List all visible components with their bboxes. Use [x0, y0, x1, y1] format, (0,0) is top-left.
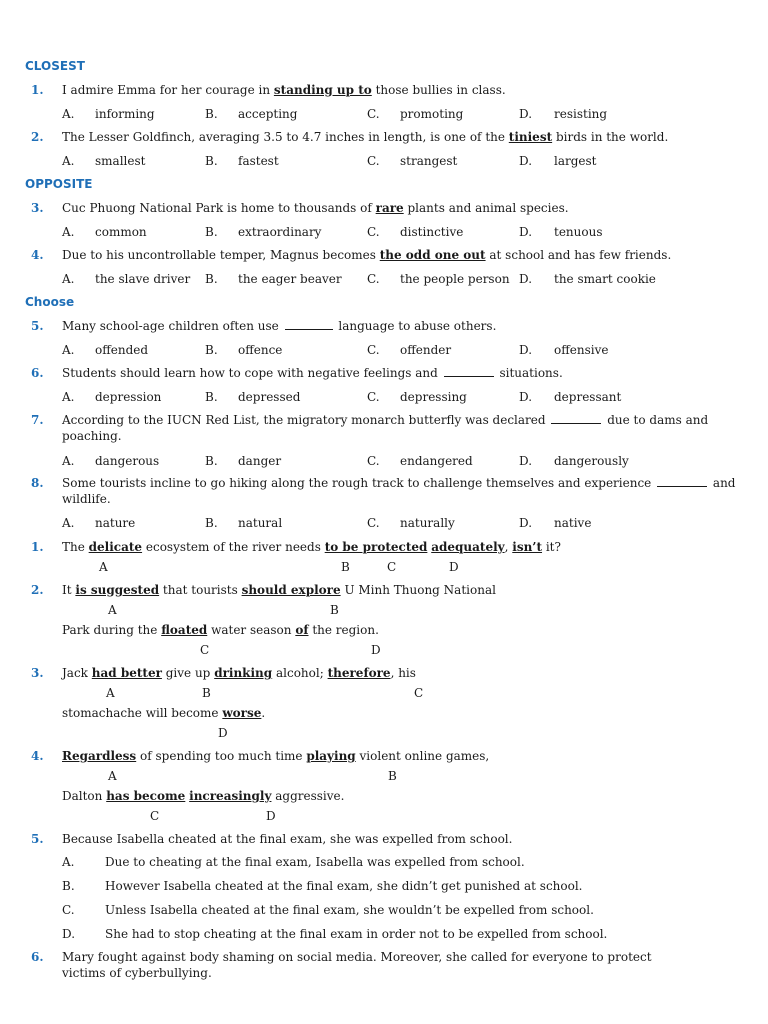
error-label: C: [387, 560, 397, 574]
question-number: 2.: [31, 130, 44, 144]
option-text: common: [95, 225, 147, 239]
question-number: 4.: [31, 749, 44, 763]
error-sentence: The delicate ecosystem of the river needs to be protected adequately, isn’t it?: [62, 540, 561, 554]
answer-blank[interactable]: [551, 414, 601, 424]
option-letter: C.: [367, 107, 380, 121]
option-letter: D.: [519, 272, 533, 286]
option-letter: B.: [205, 107, 218, 121]
option-text: accepting: [238, 107, 298, 121]
option-letter: D.: [519, 516, 533, 530]
answer-blank[interactable]: [444, 367, 494, 377]
option-letter: D.: [519, 225, 533, 239]
option-letter: A.: [62, 454, 75, 468]
option-text: offence: [238, 343, 283, 357]
option-text: the eager beaver: [238, 272, 342, 286]
option-text: depressed: [238, 390, 301, 404]
option-text: offender: [400, 343, 452, 357]
option-letter: C.: [367, 225, 380, 239]
question-text: According to the IUCN Red List, the migratory monarch butterfly was declared due to dams and: [62, 413, 709, 427]
option-letter: A.: [62, 272, 75, 286]
question-number: 5.: [31, 832, 44, 846]
error-label: A: [108, 769, 117, 783]
option-text: extraordinary: [238, 225, 322, 239]
question-number: 6.: [31, 366, 44, 380]
answer-blank[interactable]: [657, 477, 707, 487]
option-text: natural: [238, 516, 283, 530]
option-text: the slave driver: [95, 272, 191, 286]
option-letter: A.: [62, 154, 75, 168]
error-label: A: [106, 686, 115, 700]
question-text-continued: poaching.: [62, 429, 122, 443]
option-text: smallest: [95, 154, 146, 168]
option-letter: C.: [62, 903, 75, 917]
option-letter: A.: [62, 855, 75, 869]
option-text: the smart cookie: [554, 272, 656, 286]
error-label: D: [371, 643, 381, 657]
option-text: native: [554, 516, 592, 530]
option-text: promoting: [400, 107, 464, 121]
option-letter: D.: [519, 343, 533, 357]
question-number: 4.: [31, 248, 44, 262]
error-sentence-continued: Dalton has become increasingly aggressive.: [62, 789, 345, 803]
option-text: depressing: [400, 390, 467, 404]
option-letter: C.: [367, 516, 380, 530]
option-letter: B.: [205, 225, 218, 239]
option-text: endangered: [400, 454, 473, 468]
question-number: 5.: [31, 319, 44, 333]
question-text: Students should learn how to cope with negative feelings and situations.: [62, 366, 563, 380]
question-text: Because Isabella cheated at the final exam, she was expelled from school.: [62, 832, 513, 846]
option-text: offended: [95, 343, 149, 357]
question-text: Some tourists incline to go hiking along the rough track to challenge themselves and experience and: [62, 476, 736, 490]
option-text: the people person: [400, 272, 510, 286]
answer-blank[interactable]: [285, 320, 333, 330]
question-text: Many school-age children often use language to abuse others.: [62, 319, 497, 333]
option-letter: A.: [62, 390, 75, 404]
error-sentence-continued: Park during the floated water season of the region.: [62, 623, 379, 637]
question-text: The Lesser Goldfinch, averaging 3.5 to 4.7 inches in length, is one of the tiniest birds in the world.: [62, 130, 669, 144]
error-label: B: [341, 560, 350, 574]
question-number: 8.: [31, 476, 44, 490]
option-text: informing: [95, 107, 155, 121]
option-text: strangest: [400, 154, 458, 168]
error-label: C: [414, 686, 424, 700]
error-label: B: [202, 686, 211, 700]
option-letter: C.: [367, 272, 380, 286]
option-text: danger: [238, 454, 282, 468]
option-letter: C.: [367, 154, 380, 168]
option-text: distinctive: [400, 225, 464, 239]
question-text: Due to his uncontrollable temper, Magnus becomes the odd one out at school and has few friends.: [62, 248, 672, 262]
option-letter: D.: [519, 107, 533, 121]
question-number: 2.: [31, 583, 44, 597]
option-letter: C.: [367, 390, 380, 404]
option-letter: D.: [519, 390, 533, 404]
section-heading-closest: CLOSEST: [25, 59, 85, 73]
option-text: depression: [95, 390, 162, 404]
error-label: B: [388, 769, 397, 783]
option-text: naturally: [400, 516, 455, 530]
option-letter: A.: [62, 225, 75, 239]
option-letter: A.: [62, 343, 75, 357]
option-letter: B.: [205, 154, 218, 168]
question-text: Cuc Phuong National Park is home to thousands of rare plants and animal species.: [62, 201, 569, 215]
option-letter: B.: [205, 343, 218, 357]
question-text-continued: wildlife.: [62, 492, 111, 506]
option-text: tenuous: [554, 225, 603, 239]
option-letter: C.: [367, 454, 380, 468]
option-text: depressant: [554, 390, 622, 404]
error-label: D: [266, 809, 276, 823]
error-label: A: [99, 560, 108, 574]
option-letter: B.: [205, 454, 218, 468]
error-sentence: It is suggested that tourists should explore U Minh Thuong National: [62, 583, 496, 597]
option-text: fastest: [238, 154, 279, 168]
option-letter: D.: [519, 454, 533, 468]
option-text: offensive: [554, 343, 609, 357]
question-number: 7.: [31, 413, 44, 427]
option-letter: A.: [62, 516, 75, 530]
option-letter: B.: [62, 879, 75, 893]
option-text: However Isabella cheated at the final exam, she didn’t get punished at school.: [105, 879, 583, 893]
error-sentence-continued: stomachache will become worse.: [62, 706, 266, 720]
question-number: 1.: [31, 540, 44, 554]
question-number: 1.: [31, 83, 44, 97]
option-text: nature: [95, 516, 136, 530]
option-text: Due to cheating at the final exam, Isabella was expelled from school.: [105, 855, 525, 869]
question-text: I admire Emma for her courage in standing up to those bullies in class.: [62, 83, 506, 97]
question-text: Mary fought against body shaming on social media. Moreover, she called for everyone to protect: [62, 950, 652, 964]
error-label: C: [150, 809, 160, 823]
option-text: Unless Isabella cheated at the final exam, she wouldn’t be expelled from school.: [105, 903, 594, 917]
option-text: largest: [554, 154, 597, 168]
question-number: 3.: [31, 666, 44, 680]
option-letter: B.: [205, 272, 218, 286]
error-label: A: [108, 603, 117, 617]
option-letter: A.: [62, 107, 75, 121]
error-sentence: Regardless of spending too much time playing violent online games,: [62, 749, 490, 763]
section-heading-choose: Choose: [25, 295, 75, 309]
option-text: dangerously: [554, 454, 629, 468]
option-letter: D.: [519, 154, 533, 168]
option-letter: C.: [367, 343, 380, 357]
option-text: dangerous: [95, 454, 160, 468]
error-label: B: [330, 603, 339, 617]
question-number: 6.: [31, 950, 44, 964]
option-text: She had to stop cheating at the final exam in order not to be expelled from school.: [105, 927, 608, 941]
option-letter: B.: [205, 516, 218, 530]
question-number: 3.: [31, 201, 44, 215]
error-label: C: [200, 643, 210, 657]
option-letter: B.: [205, 390, 218, 404]
question-text-continued: victims of cyberbullying.: [62, 966, 212, 980]
option-letter: D.: [62, 927, 76, 941]
error-sentence: Jack had better give up drinking alcohol; therefore, his: [62, 666, 416, 680]
option-text: resisting: [554, 107, 608, 121]
section-heading-opposite: OPPOSITE: [25, 177, 93, 191]
error-label: D: [218, 726, 228, 740]
error-label: D: [449, 560, 459, 574]
